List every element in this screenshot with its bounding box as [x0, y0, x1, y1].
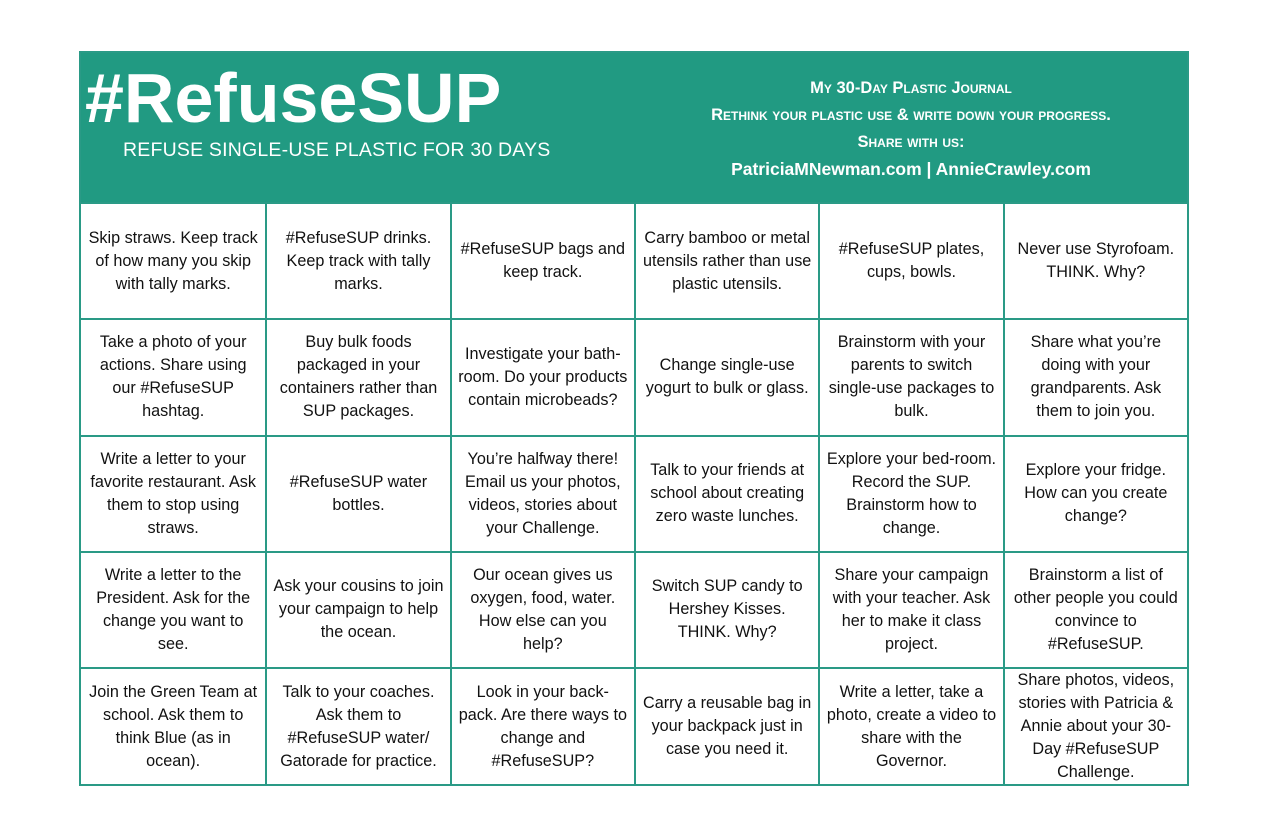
challenge-cell: Talk to your coaches. Ask them to #RefuseSUP water/ Gatorade for practice. — [265, 667, 449, 784]
challenge-cell: Brainstorm a list of other people you could convince to #RefuseSUP. — [1003, 551, 1187, 667]
challenge-cell: #RefuseSUP water bottles. — [265, 435, 449, 551]
challenge-cell: Explore your fridge. How can you create change? — [1003, 435, 1187, 551]
challenge-cell: Join the Green Team at school. Ask them to think Blue (as in ocean). — [81, 667, 265, 784]
page-subtitle: REFUSE SINGLE-USE PLASTIC FOR 30 DAYS — [123, 139, 551, 161]
challenge-cell: Brainstorm with your parents to switch single-use packages to bulk. — [818, 318, 1002, 434]
challenge-cell: #RefuseSUP drinks. Keep track with tally marks. — [265, 202, 449, 318]
journal-share: Share with us: — [857, 133, 965, 151]
journal-links: PatriciaMNewman.com | AnnieCrawley.com — [731, 159, 1091, 179]
challenge-cell: Ask your cousins to join your campaign to help the ocean. — [265, 551, 449, 667]
challenge-cell: Buy bulk foods packaged in your containers rather than SUP packages. — [265, 318, 449, 434]
journal-instruction: Rethink your plastic use & write down your progress. — [711, 106, 1111, 124]
challenge-cell: Switch SUP candy to Hershey Kisses. THINK. Why? — [634, 551, 818, 667]
challenge-cell: Write a letter to the President. Ask for the change you want to see. — [81, 551, 265, 667]
challenge-cell: Share photos, videos, stories with Patricia & Annie about your 30-Day #RefuseSUP Challenge. — [1003, 667, 1187, 784]
challenge-cell: Write a letter to your favorite restaurant. Ask them to stop using straws. — [81, 435, 265, 551]
challenge-cell: Talk to your friends at school about creating zero waste lunches. — [634, 435, 818, 551]
page-title: #RefuseSUP — [85, 59, 502, 137]
challenge-cell: #RefuseSUP bags and keep track. — [450, 202, 634, 318]
challenge-cell: Share what you’re doing with your grandparents. Ask them to join you. — [1003, 318, 1187, 434]
challenge-cell: Carry a reusable bag in your backpack just in case you need it. — [634, 667, 818, 784]
challenge-cell: Write a letter, take a photo, create a video to share with the Governor. — [818, 667, 1002, 784]
challenge-cell: You’re halfway there! Email us your photos, videos, stories about your Challenge. — [450, 435, 634, 551]
challenge-cell: #RefuseSUP plates, cups, bowls. — [818, 202, 1002, 318]
challenge-cell: Explore your bed-room. Record the SUP. Brainstorm how to change. — [818, 435, 1002, 551]
challenge-cell: Skip straws. Keep track of how many you skip with tally marks. — [81, 202, 265, 318]
challenge-cell: Our ocean gives us oxygen, food, water. How else can you help? — [450, 551, 634, 667]
challenge-cell: Look in your back-pack. Are there ways to change and #RefuseSUP? — [450, 667, 634, 784]
challenge-cell: Never use Styrofoam. THINK. Why? — [1003, 202, 1187, 318]
challenge-cell: Take a photo of your actions. Share using our #RefuseSUP hashtag. — [81, 318, 265, 434]
challenge-grid — [81, 202, 1187, 784]
challenge-cell: Carry bamboo or metal utensils rather than use plastic utensils. — [634, 202, 818, 318]
journal-sheet — [79, 51, 1189, 786]
challenge-cell: Investigate your bath-room. Do your products contain microbeads? — [450, 318, 634, 434]
journal-info — [651, 75, 1171, 183]
header-banner — [81, 53, 1187, 202]
journal-title: My 30-Day Plastic Journal — [810, 79, 1012, 97]
challenge-cell: Share your campaign with your teacher. Ask her to make it class project. — [818, 551, 1002, 667]
challenge-cell: Change single-use yogurt to bulk or glass. — [634, 318, 818, 434]
